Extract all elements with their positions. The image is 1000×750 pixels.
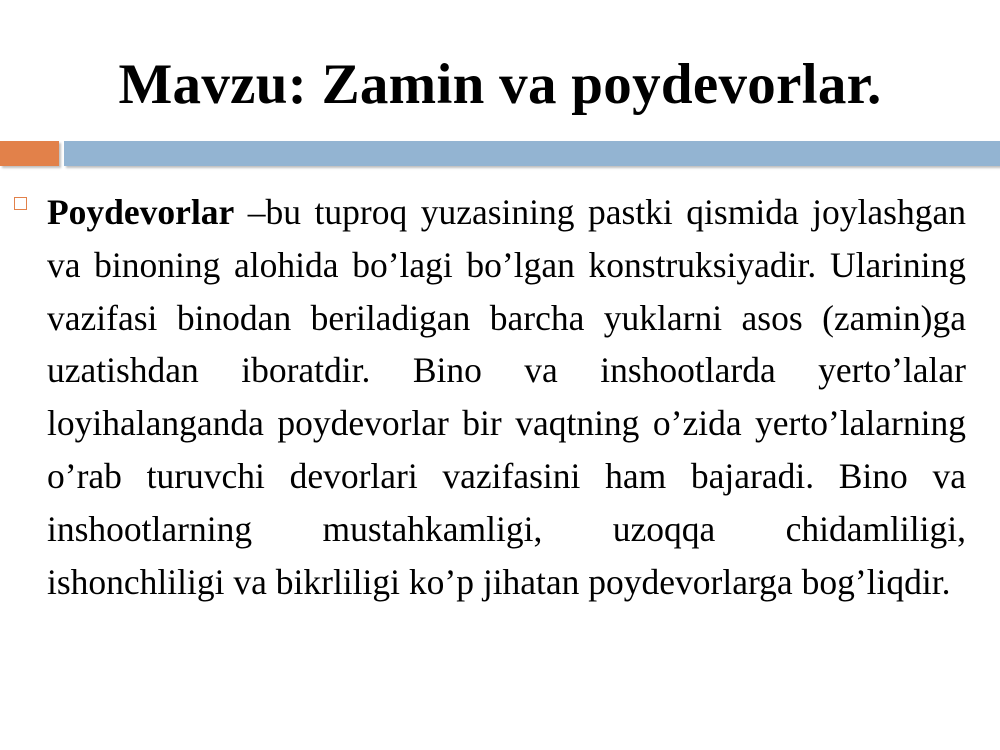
bullet-term: Poydevorlar [47, 192, 235, 232]
divider-accent-block [0, 141, 59, 166]
square-bullet-icon [14, 197, 27, 210]
bullet-paragraph [47, 186, 966, 608]
slide-title: Mavzu: Zamin va poydevorlar. [118, 53, 882, 116]
bullet-item [14, 186, 966, 608]
title-divider [0, 139, 1000, 169]
bullet-text: –bu tuproq yuzasining pastki qismida joylashgan va binoning alohida bo’lagi bo’lgan konstruksiyadir. Ularining vazifasi binodan beriladigan barcha yuklarni asos (zamin)ga uzatishdan iboratdir. Bino va inshootlarda yerto’lalar loyihalanganda poydevorlar bir vaqtning o’zida yerto’lalarning o’rab turuvchi devorlari vazifasini ham bajaradi. Bino va inshootlarning mustahkamligi, uzoqqa chidamliligi, ishonchliligi va bikrliligi ko’p jihatan poydevorlarga bog’liqdir. [47, 192, 966, 602]
divider-band [64, 141, 1000, 166]
